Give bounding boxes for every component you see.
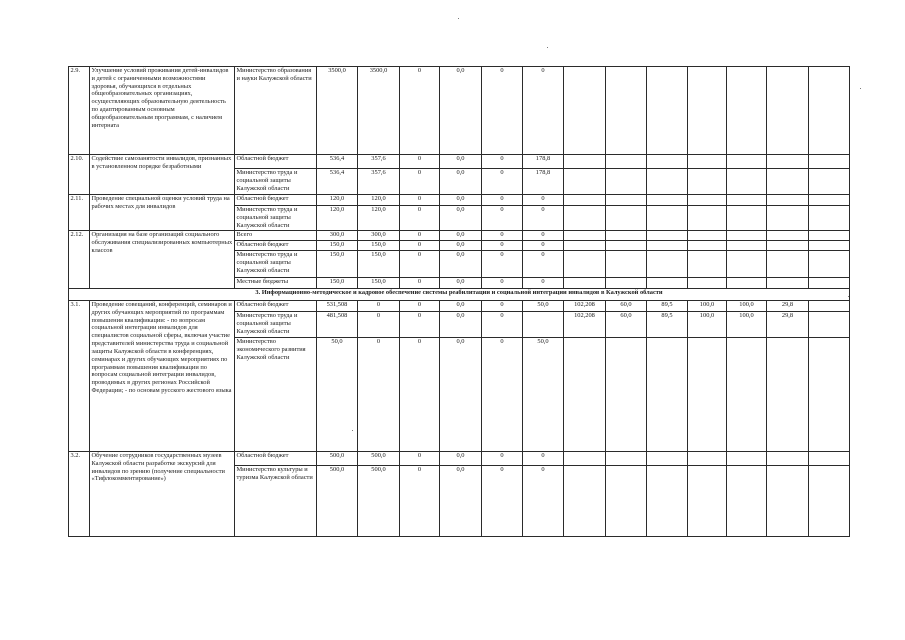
value-cell: 300,0: [358, 231, 400, 241]
value-cell: 0: [400, 169, 440, 195]
value-cell: 0: [523, 466, 564, 537]
value-cell: 50,0: [523, 301, 564, 312]
value-cell: 0,0: [440, 67, 482, 155]
value-cell: 500,0: [317, 452, 358, 466]
value-cell: 0: [482, 452, 523, 466]
value-cell: [767, 169, 809, 195]
value-cell: 0: [400, 241, 440, 251]
value-cell: [767, 155, 809, 169]
funding-source: Местные бюджеты: [235, 278, 317, 289]
row-number: 2.9.: [69, 67, 90, 155]
value-cell: 0: [400, 452, 440, 466]
value-cell: [809, 206, 850, 231]
value-cell: 0: [482, 312, 523, 338]
value-cell: [606, 241, 647, 251]
value-cell: 0,0: [440, 301, 482, 312]
value-cell: 300,0: [317, 231, 358, 241]
value-cell: 500,0: [358, 452, 400, 466]
value-cell: [727, 231, 767, 241]
value-cell: 0,0: [440, 206, 482, 231]
value-cell: [767, 251, 809, 278]
row-number: 3.1.: [69, 301, 90, 452]
table-row: [69, 155, 850, 169]
value-cell: 0: [400, 251, 440, 278]
value-cell: 536,4: [317, 155, 358, 169]
value-cell: 120,0: [358, 206, 400, 231]
value-cell: 0: [400, 466, 440, 537]
value-cell: 0: [400, 231, 440, 241]
value-cell: [564, 452, 606, 466]
value-cell: [647, 251, 688, 278]
value-cell: 120,0: [317, 206, 358, 231]
value-cell: 29,8: [767, 301, 809, 312]
value-cell: 120,0: [317, 195, 358, 206]
value-cell: [688, 195, 727, 206]
value-cell: [564, 466, 606, 537]
value-cell: 0,0: [440, 195, 482, 206]
value-cell: [809, 155, 850, 169]
value-cell: 0: [400, 67, 440, 155]
value-cell: [767, 241, 809, 251]
value-cell: [767, 231, 809, 241]
value-cell: [727, 338, 767, 452]
value-cell: [809, 231, 850, 241]
value-cell: 60,0: [606, 312, 647, 338]
value-cell: 0,0: [440, 338, 482, 452]
funding-source: Областной бюджет: [235, 301, 317, 312]
value-cell: 0,0: [440, 231, 482, 241]
row-number: 2.11.: [69, 195, 90, 231]
value-cell: [647, 169, 688, 195]
value-cell: 150,0: [317, 251, 358, 278]
activity-name: Улучшение условий проживания детей-инвалидов и детей с ограниченными возможностями здоровья, обучающихся в отдельных общеобразовательных организациях, осуществляющих образовательную деятельность по адаптированным основным общеобразовательным программам, с наличием интерната: [90, 67, 235, 155]
value-cell: [647, 241, 688, 251]
row-number: 2.10.: [69, 155, 90, 195]
value-cell: [606, 195, 647, 206]
value-cell: [727, 67, 767, 155]
row-number: 2.12.: [69, 231, 90, 289]
row-number: 3.2.: [69, 452, 90, 537]
value-cell: 89,5: [647, 301, 688, 312]
section-title: 3. Информационно-методическое и кадровое обеспечение системы реабилитации и социальной интеграции инвалидов в Калужской области: [69, 289, 850, 301]
value-cell: [809, 466, 850, 537]
value-cell: [688, 466, 727, 537]
value-cell: [727, 452, 767, 466]
value-cell: 102,208: [564, 312, 606, 338]
value-cell: 357,6: [358, 155, 400, 169]
value-cell: 0: [482, 206, 523, 231]
value-cell: [767, 466, 809, 537]
value-cell: [564, 241, 606, 251]
funding-source: Областной бюджет: [235, 155, 317, 169]
value-cell: 0: [523, 67, 564, 155]
value-cell: [809, 169, 850, 195]
value-cell: 120,0: [358, 195, 400, 206]
value-cell: [688, 169, 727, 195]
value-cell: [809, 301, 850, 312]
value-cell: 0: [358, 301, 400, 312]
activity-name: Содействие самозанятости инвалидов, признанных в установленном порядке безработными: [90, 155, 235, 195]
funding-source: Всего: [235, 231, 317, 241]
funding-source: Министерство труда и социальной защиты Калужской области: [235, 312, 317, 338]
value-cell: 0: [358, 312, 400, 338]
value-cell: 0: [523, 452, 564, 466]
value-cell: 3500,0: [358, 67, 400, 155]
activity-name: Проведение совещаний, конференций, семинаров и других обучающих мероприятий по программам повышения квалификации: - по вопросам социальной интеграции инвалидов для специалистов социальной сферы, включая участие представителей министерства труда и социальной защиты Калужской области в конференциях, семинарах и других обучающих мероприятиях по программам повышения квалификации по вопросам социальной интеграции инвалидов, проводимых в других регионах Российской Федерации; - по основам русского жестового языка: [90, 301, 235, 452]
value-cell: 0: [400, 195, 440, 206]
value-cell: 0: [523, 206, 564, 231]
value-cell: 0,0: [440, 251, 482, 278]
value-cell: 150,0: [358, 251, 400, 278]
value-cell: [688, 206, 727, 231]
value-cell: 0: [523, 195, 564, 206]
value-cell: [564, 67, 606, 155]
value-cell: [809, 452, 850, 466]
value-cell: [688, 278, 727, 289]
funding-source: Министерство труда и социальной защиты Калужской области: [235, 206, 317, 231]
table-row: [69, 195, 850, 206]
value-cell: 150,0: [317, 278, 358, 289]
value-cell: [647, 67, 688, 155]
value-cell: 500,0: [317, 466, 358, 537]
value-cell: [647, 195, 688, 206]
value-cell: 0: [523, 278, 564, 289]
funding-source: Министерство культуры и туризма Калужской области: [235, 466, 317, 537]
value-cell: 3500,0: [317, 67, 358, 155]
value-cell: 100,0: [688, 312, 727, 338]
value-cell: 0,0: [440, 241, 482, 251]
value-cell: 0: [523, 231, 564, 241]
value-cell: [727, 206, 767, 231]
value-cell: 0: [482, 338, 523, 452]
funding-source: Министерство экономического развития Калужской области: [235, 338, 317, 452]
value-cell: 178,8: [523, 169, 564, 195]
table-row: [69, 231, 850, 241]
value-cell: [564, 278, 606, 289]
value-cell: [727, 251, 767, 278]
value-cell: 0: [482, 301, 523, 312]
value-cell: [767, 338, 809, 452]
value-cell: 0,0: [440, 278, 482, 289]
value-cell: 0: [482, 466, 523, 537]
funding-source: Областной бюджет: [235, 452, 317, 466]
value-cell: 536,4: [317, 169, 358, 195]
value-cell: [564, 195, 606, 206]
value-cell: [809, 241, 850, 251]
funding-source: Областной бюджет: [235, 241, 317, 251]
value-cell: 357,6: [358, 169, 400, 195]
value-cell: 0: [400, 301, 440, 312]
funding-source: Областной бюджет: [235, 195, 317, 206]
value-cell: [727, 241, 767, 251]
value-cell: [647, 452, 688, 466]
value-cell: [767, 452, 809, 466]
value-cell: 100,0: [727, 301, 767, 312]
value-cell: [564, 206, 606, 231]
value-cell: [688, 155, 727, 169]
value-cell: [564, 155, 606, 169]
value-cell: 89,5: [647, 312, 688, 338]
value-cell: [767, 278, 809, 289]
value-cell: [767, 67, 809, 155]
value-cell: [727, 466, 767, 537]
value-cell: 150,0: [358, 241, 400, 251]
value-cell: [606, 338, 647, 452]
value-cell: [606, 231, 647, 241]
value-cell: 50,0: [523, 338, 564, 452]
value-cell: 150,0: [358, 278, 400, 289]
value-cell: 481,508: [317, 312, 358, 338]
value-cell: [564, 338, 606, 452]
value-cell: [647, 231, 688, 241]
value-cell: [688, 251, 727, 278]
value-cell: 0: [482, 67, 523, 155]
value-cell: [606, 206, 647, 231]
value-cell: 0: [482, 169, 523, 195]
value-cell: 60,0: [606, 301, 647, 312]
value-cell: [809, 278, 850, 289]
value-cell: [606, 169, 647, 195]
table-row: [69, 301, 850, 312]
value-cell: 50,0: [317, 338, 358, 452]
value-cell: [647, 466, 688, 537]
value-cell: 0: [482, 231, 523, 241]
value-cell: 0: [400, 278, 440, 289]
value-cell: [809, 312, 850, 338]
value-cell: [688, 67, 727, 155]
value-cell: [606, 452, 647, 466]
value-cell: [688, 231, 727, 241]
value-cell: [647, 155, 688, 169]
value-cell: 150,0: [317, 241, 358, 251]
value-cell: [523, 312, 564, 338]
funding-source: Министерство труда и социальной защиты Калужской области: [235, 169, 317, 195]
activity-name: Проведение специальной оценки условий труда на рабочих местах для инвалидов: [90, 195, 235, 231]
value-cell: [809, 251, 850, 278]
value-cell: [809, 195, 850, 206]
value-cell: 29,8: [767, 312, 809, 338]
value-cell: 100,0: [727, 312, 767, 338]
value-cell: 0: [523, 241, 564, 251]
value-cell: [809, 67, 850, 155]
budget-table: [68, 66, 850, 537]
value-cell: 0: [400, 206, 440, 231]
value-cell: [727, 169, 767, 195]
value-cell: [727, 155, 767, 169]
value-cell: 0,0: [440, 155, 482, 169]
value-cell: 0: [482, 195, 523, 206]
value-cell: 0: [482, 251, 523, 278]
table-row: [69, 67, 850, 155]
value-cell: [647, 206, 688, 231]
value-cell: [767, 195, 809, 206]
value-cell: [564, 251, 606, 278]
table-row: [69, 452, 850, 466]
value-cell: 0,0: [440, 466, 482, 537]
value-cell: [767, 206, 809, 231]
value-cell: [727, 278, 767, 289]
value-cell: 0,0: [440, 312, 482, 338]
funding-source: Министерство труда и социальной защиты Калужской области: [235, 251, 317, 278]
value-cell: [688, 338, 727, 452]
value-cell: 100,0: [688, 301, 727, 312]
value-cell: 0: [358, 338, 400, 452]
value-cell: 0: [400, 312, 440, 338]
value-cell: [606, 278, 647, 289]
value-cell: [688, 241, 727, 251]
value-cell: 102,208: [564, 301, 606, 312]
value-cell: 0: [523, 251, 564, 278]
value-cell: [606, 466, 647, 537]
value-cell: [688, 452, 727, 466]
value-cell: 500,0: [358, 466, 400, 537]
activity-name: Обучение сотрудников государственных музеев Калужской области разработке экскурсий для инвалидов по зрению (получение специальности «Тифлокомментирование»): [90, 452, 235, 537]
value-cell: [809, 338, 850, 452]
value-cell: [606, 67, 647, 155]
value-cell: 531,508: [317, 301, 358, 312]
value-cell: 178,8: [523, 155, 564, 169]
activity-name: Организация на базе организаций социального обслуживания специализированных компьютерных классов: [90, 231, 235, 289]
value-cell: 0: [482, 241, 523, 251]
value-cell: 0: [482, 278, 523, 289]
value-cell: 0: [400, 338, 440, 452]
value-cell: 0: [482, 155, 523, 169]
value-cell: 0,0: [440, 452, 482, 466]
section-row: [69, 289, 850, 301]
value-cell: 0,0: [440, 169, 482, 195]
value-cell: [647, 338, 688, 452]
value-cell: [606, 251, 647, 278]
value-cell: [564, 231, 606, 241]
funding-source: Министерство образования и науки Калужской области: [235, 67, 317, 155]
value-cell: 0: [400, 155, 440, 169]
value-cell: [647, 278, 688, 289]
value-cell: [564, 169, 606, 195]
value-cell: [606, 155, 647, 169]
value-cell: [727, 195, 767, 206]
